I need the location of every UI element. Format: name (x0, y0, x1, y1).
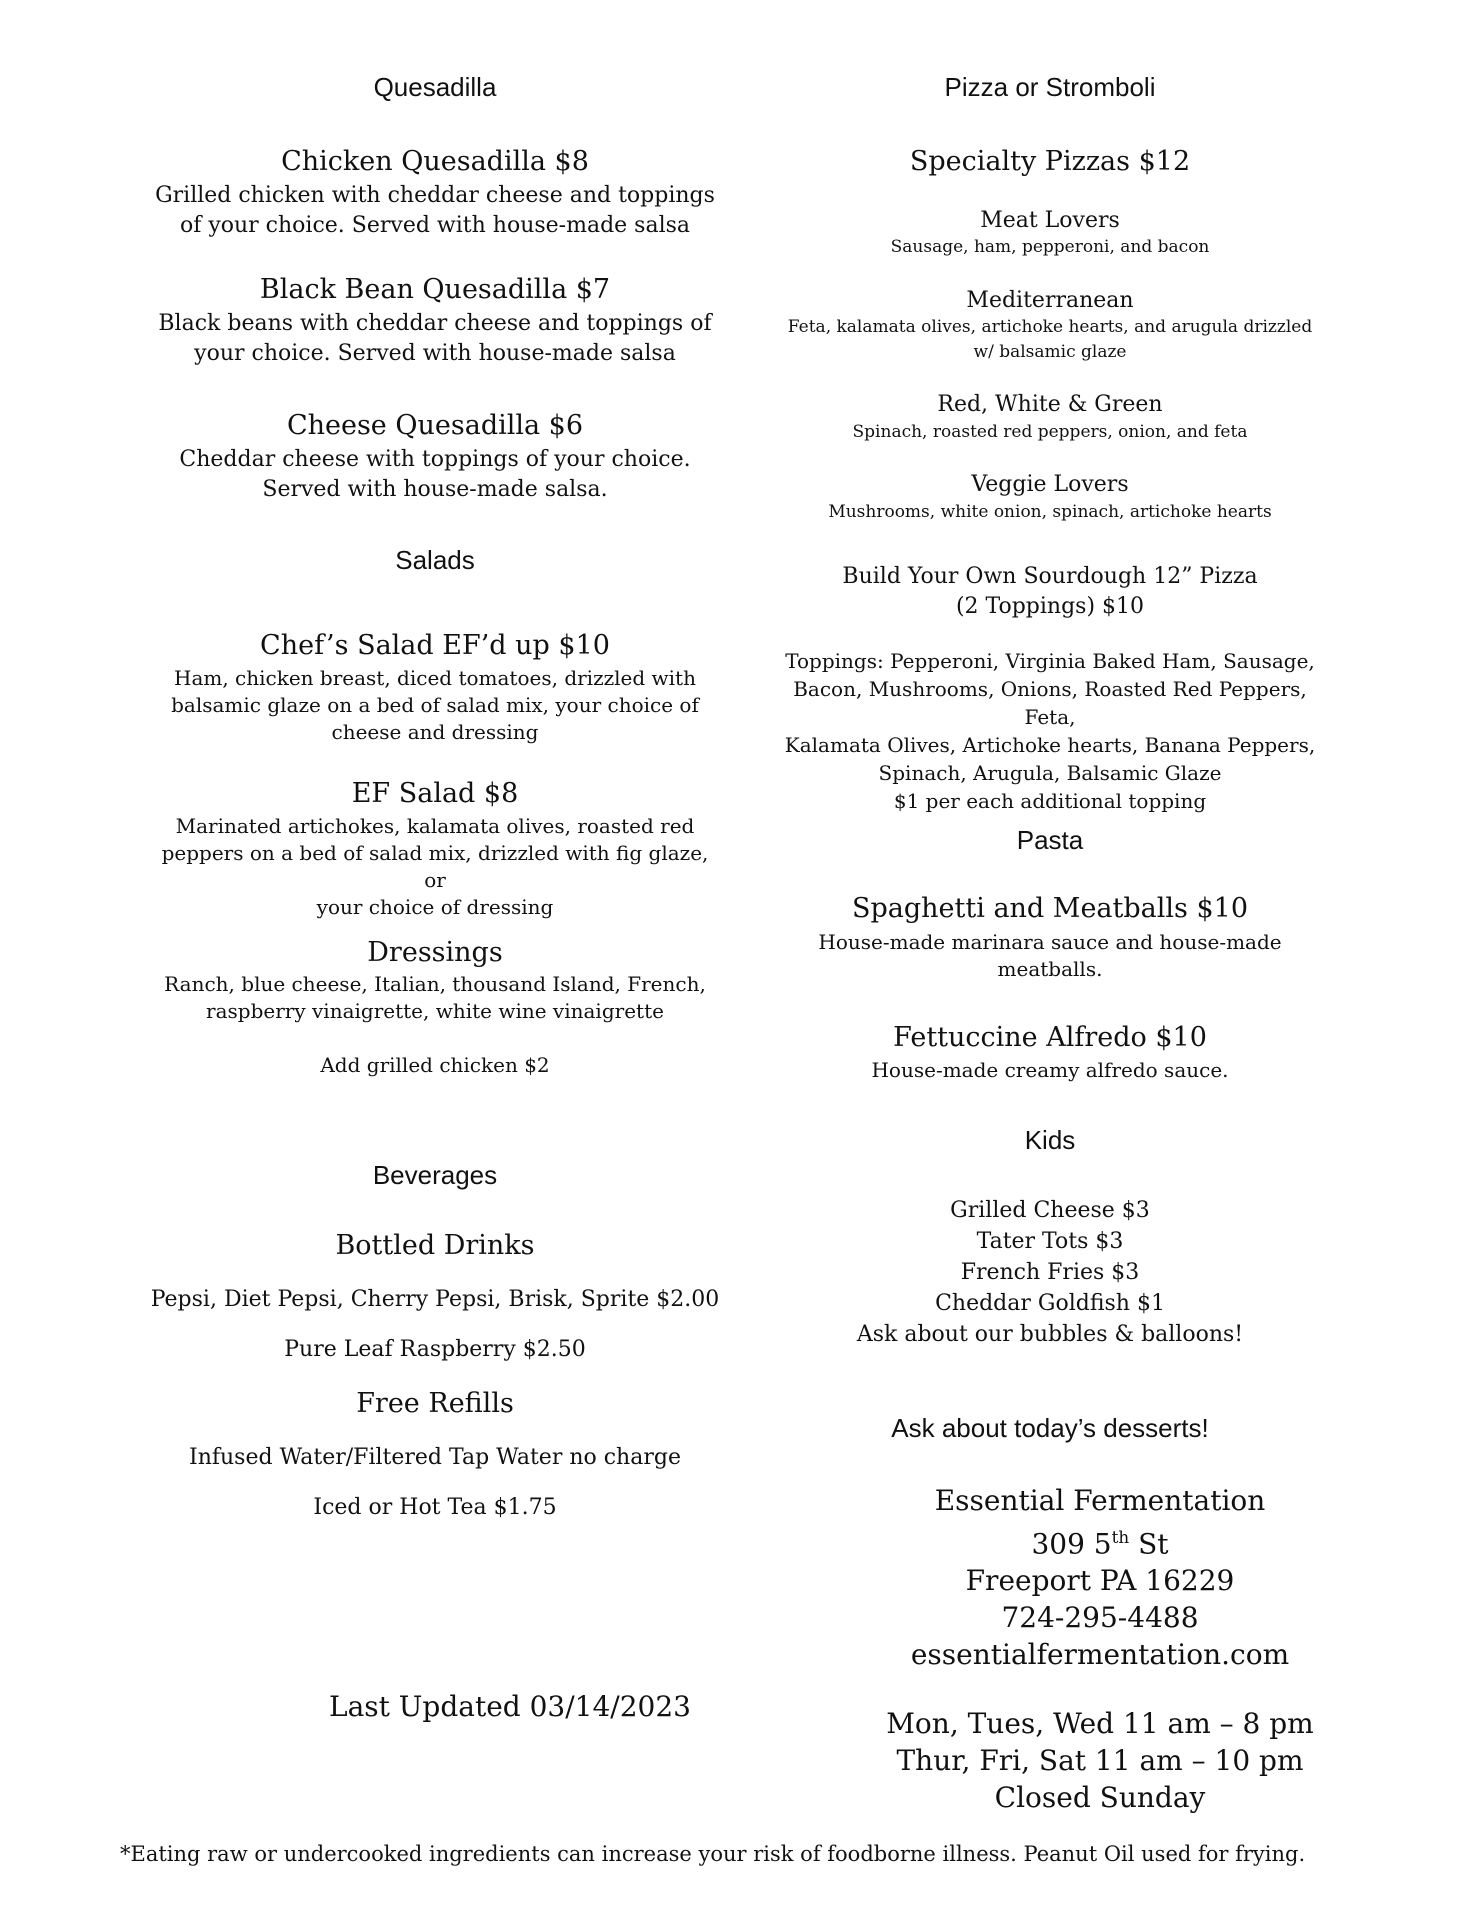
item-desc-chicken-quesadilla: Grilled chicken with cheddar cheese and toppings of your choice. Served with house-made salsa (155, 183, 715, 238)
add-chicken-note: Add grilled chicken $2 (320, 1053, 550, 1077)
phone-number: 724-295-4488 (1001, 1601, 1199, 1635)
item-name-cheese-quesadilla: Cheese Quesadilla $6 (286, 410, 584, 441)
pizza-name-veggie-lovers: Veggie Lovers (971, 472, 1129, 497)
pizza-name-mediterranean: Mediterranean (966, 288, 1134, 313)
website-link[interactable]: essentialfermentation.com (910, 1638, 1290, 1672)
tea-item: Iced or Hot Tea $1.75 (313, 1495, 557, 1520)
pizza-desc-red-white-green: Spinach, roasted red peppers, onion, and feta (852, 422, 1248, 442)
item-desc-black-bean-quesadilla: Black beans with cheddar cheese and toppings of your choice. Served with house-made salsa (158, 311, 712, 366)
restaurant-name: Essential Fermentation (934, 1484, 1266, 1517)
water-item: Infused Water/Filtered Tap Water no charge (189, 1445, 681, 1470)
item-desc-ef-salad: Marinated artichokes, kalamata olives, roasted red peppers on a bed of salad mix, drizzled with fig glaze, or your choice of dressing (161, 814, 709, 919)
desserts-note: Ask about today’s desserts! (891, 1413, 1209, 1443)
section-heading-pizza: Pizza or Stromboli (944, 72, 1156, 102)
item-desc-spaghetti: House-made marinara sauce and house-made meatballs. (818, 930, 1282, 981)
street-address: 309 5th St (1031, 1527, 1169, 1561)
pizza-name-meat-lovers: Meat Lovers (980, 208, 1120, 233)
last-updated: Last Updated 03/14/2023 (329, 1690, 691, 1723)
specialty-pizzas-title: Specialty Pizzas $12 (909, 146, 1191, 177)
city-line: Freeport PA 16229 (965, 1564, 1235, 1598)
bottled-drinks-list: Pepsi, Diet Pepsi, Cherry Pepsi, Brisk, Sprite $2.00 (150, 1287, 720, 1312)
section-heading-beverages: Beverages (372, 1160, 498, 1190)
dressings-list: Ranch, blue cheese, Italian, thousand Island, French, raspberry vinaigrette, white wine vinaigrette (164, 972, 706, 1023)
section-heading-pasta: Pasta (1016, 825, 1084, 855)
dressings-title: Dressings (367, 937, 503, 968)
item-name-black-bean-quesadilla: Black Bean Quesadilla $7 (259, 274, 611, 305)
item-desc-fettuccine: House-made creamy alfredo sauce. (871, 1058, 1229, 1082)
section-heading-quesadilla: Quesadilla (373, 72, 497, 102)
item-name-fettuccine: Fettuccine Alfredo $10 (893, 1022, 1207, 1053)
contact-block (860, 1482, 1340, 1673)
item-desc-cheese-quesadilla: Cheddar cheese with toppings of your choice. Served with house-made salsa. (179, 447, 691, 502)
pizza-desc-meat-lovers: Sausage, ham, pepperoni, and bacon (890, 237, 1210, 257)
pizza-name-red-white-green: Red, White & Green (937, 392, 1163, 417)
item-name-ef-salad: EF Salad $8 (351, 778, 519, 809)
build-your-own-pizza: Build Your Own Sourdough 12” Pizza (2 Toppings) $10 (842, 564, 1258, 619)
item-name-chicken-quesadilla: Chicken Quesadilla $8 (281, 146, 589, 177)
pure-leaf-item: Pure Leaf Raspberry $2.50 (284, 1337, 586, 1362)
pizza-desc-mediterranean: Feta, kalamata olives, artichoke hearts, and arugula drizzled w/ balsamic glaze (787, 317, 1313, 362)
item-desc-chefs-salad: Ham, chicken breast, diced tomatoes, drizzled with balsamic glaze on a bed of salad mix, your choice of cheese and dressing (171, 666, 699, 744)
item-name-spaghetti: Spaghetti and Meatballs $10 (852, 893, 1248, 924)
hours-block: Mon, Tues, Wed 11 am – 8 pm Thur, Fri, Sat 11 am – 10 pm Closed Sunday (886, 1707, 1314, 1814)
kids-items: Grilled Cheese $3 Tater Tots $3 French Fries $3 Cheddar Goldfish $1 Ask about our bubbles & balloons! (856, 1198, 1244, 1347)
section-heading-kids: Kids (1024, 1125, 1076, 1155)
free-refills-title: Free Refills (356, 1388, 514, 1419)
footer-disclaimer: *Eating raw or undercooked ingredients can increase your risk of foodborne illness. Peanut Oil used for frying. (120, 1842, 1306, 1866)
pizza-desc-veggie-lovers: Mushrooms, white onion, spinach, artichoke hearts (828, 502, 1272, 522)
pizza-toppings-list: Toppings: Pepperoni, Virginia Baked Ham, Sausage, Bacon, Mushrooms, Onions, Roasted Red Peppers, Feta, Kalamata Olives, Artichoke hearts, Banana Peppers, Spinach, Arugula, Balsamic Glaze $1 per each additional topping (784, 649, 1316, 813)
section-heading-salads: Salads (395, 545, 475, 575)
bottled-drinks-title: Bottled Drinks (335, 1230, 535, 1261)
item-name-chefs-salad: Chef’s Salad EF’d up $10 (260, 630, 610, 661)
